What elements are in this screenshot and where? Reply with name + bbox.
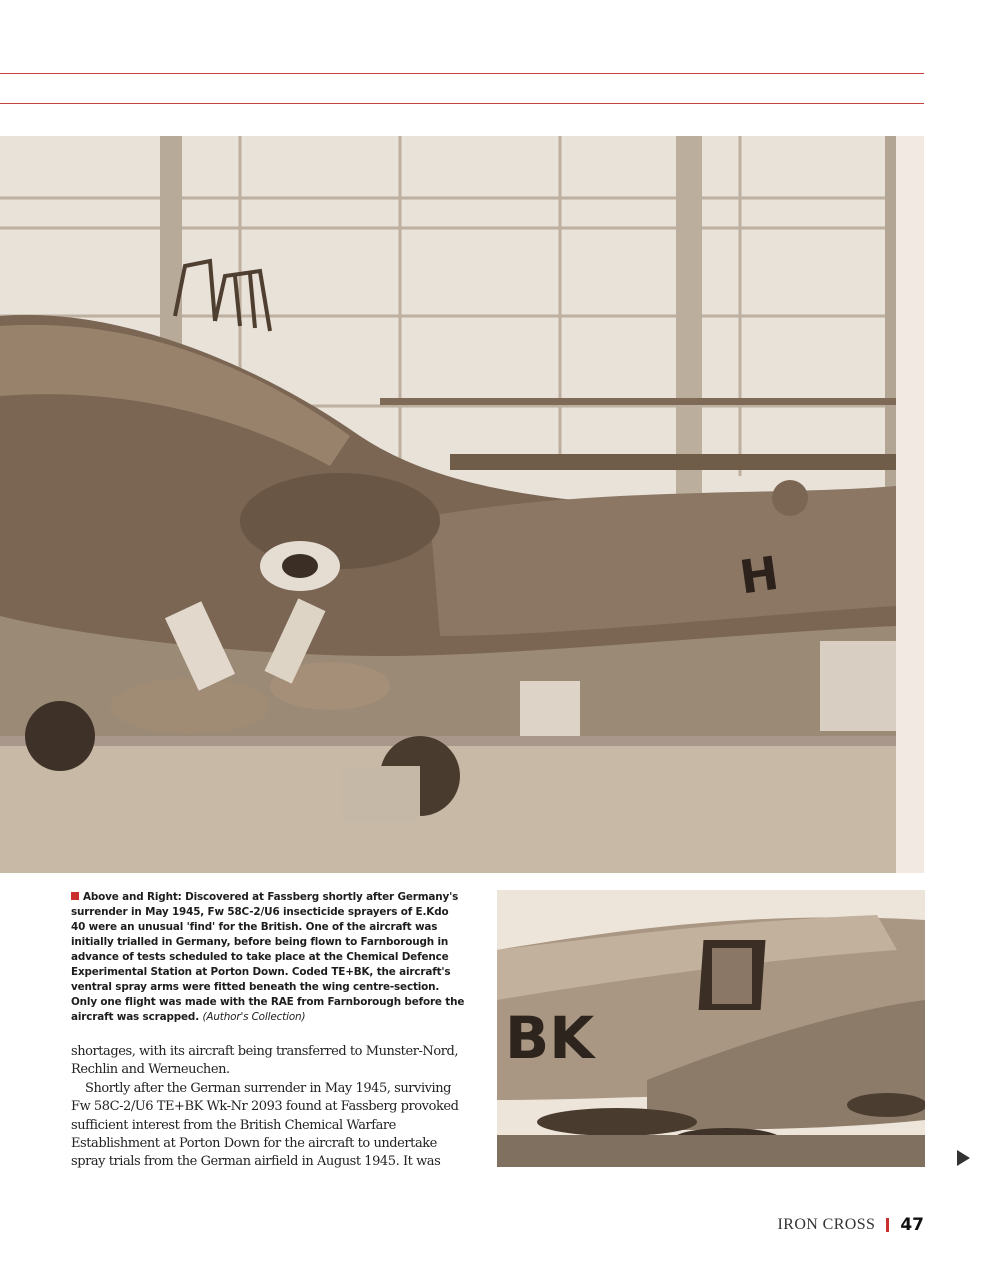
page-number: 47 (900, 1215, 924, 1235)
body-paragraph-1: shortages, with its aircraft being transferred to Munster-Nord, Rechlin and Werneuchen. (71, 1044, 459, 1078)
article-body (71, 1043, 466, 1172)
main-photo (0, 136, 896, 873)
secondary-photo (497, 890, 925, 1167)
page-footer (778, 1215, 924, 1235)
continue-arrow-icon (957, 1150, 970, 1166)
main-photo-edge-strip (896, 136, 924, 873)
secondary-photo-code: BK (505, 1004, 595, 1072)
second-rule (0, 103, 924, 104)
photo-caption (71, 890, 466, 1025)
magazine-title: IRON CROSS (777, 1216, 876, 1233)
caption-credit: (Author's Collection) (202, 1011, 306, 1023)
top-rule (0, 73, 924, 74)
caption-text: Above and Right: Discovered at Fassberg shortly after Germany's surrender in May 1945, Fw 58C-2/U6 insecticide sprayers of E.Kdo 40 were an unusual 'find' for the British. One of the aircraft was initially trialled in Germany, before being flown to Farnborough in advance of tests scheduled to take place at the Chemical Defence Experimental Station at Porton Down. Coded TE+BK, the aircraft's ventral spray arms were fitted beneath the wing centre-section. Only one flight was made with the RAE from Farnborough before the aircraft was scrapped. (71, 891, 465, 1023)
caption-bullet-marker (71, 892, 79, 900)
footer-separator (886, 1218, 889, 1232)
main-photo-marking: H (736, 545, 782, 605)
body-paragraph-2: Shortly after the German surrender in May 1945, surviving Fw 58C-2/U6 TE+BK Wk-Nr 2093 found at Fassberg provoked sufficient interest from the British Chemical Warfare Establishment at Porton Down for the aircraft to undertake spray trials from the German airfield in August 1945. It was (71, 1080, 459, 1170)
